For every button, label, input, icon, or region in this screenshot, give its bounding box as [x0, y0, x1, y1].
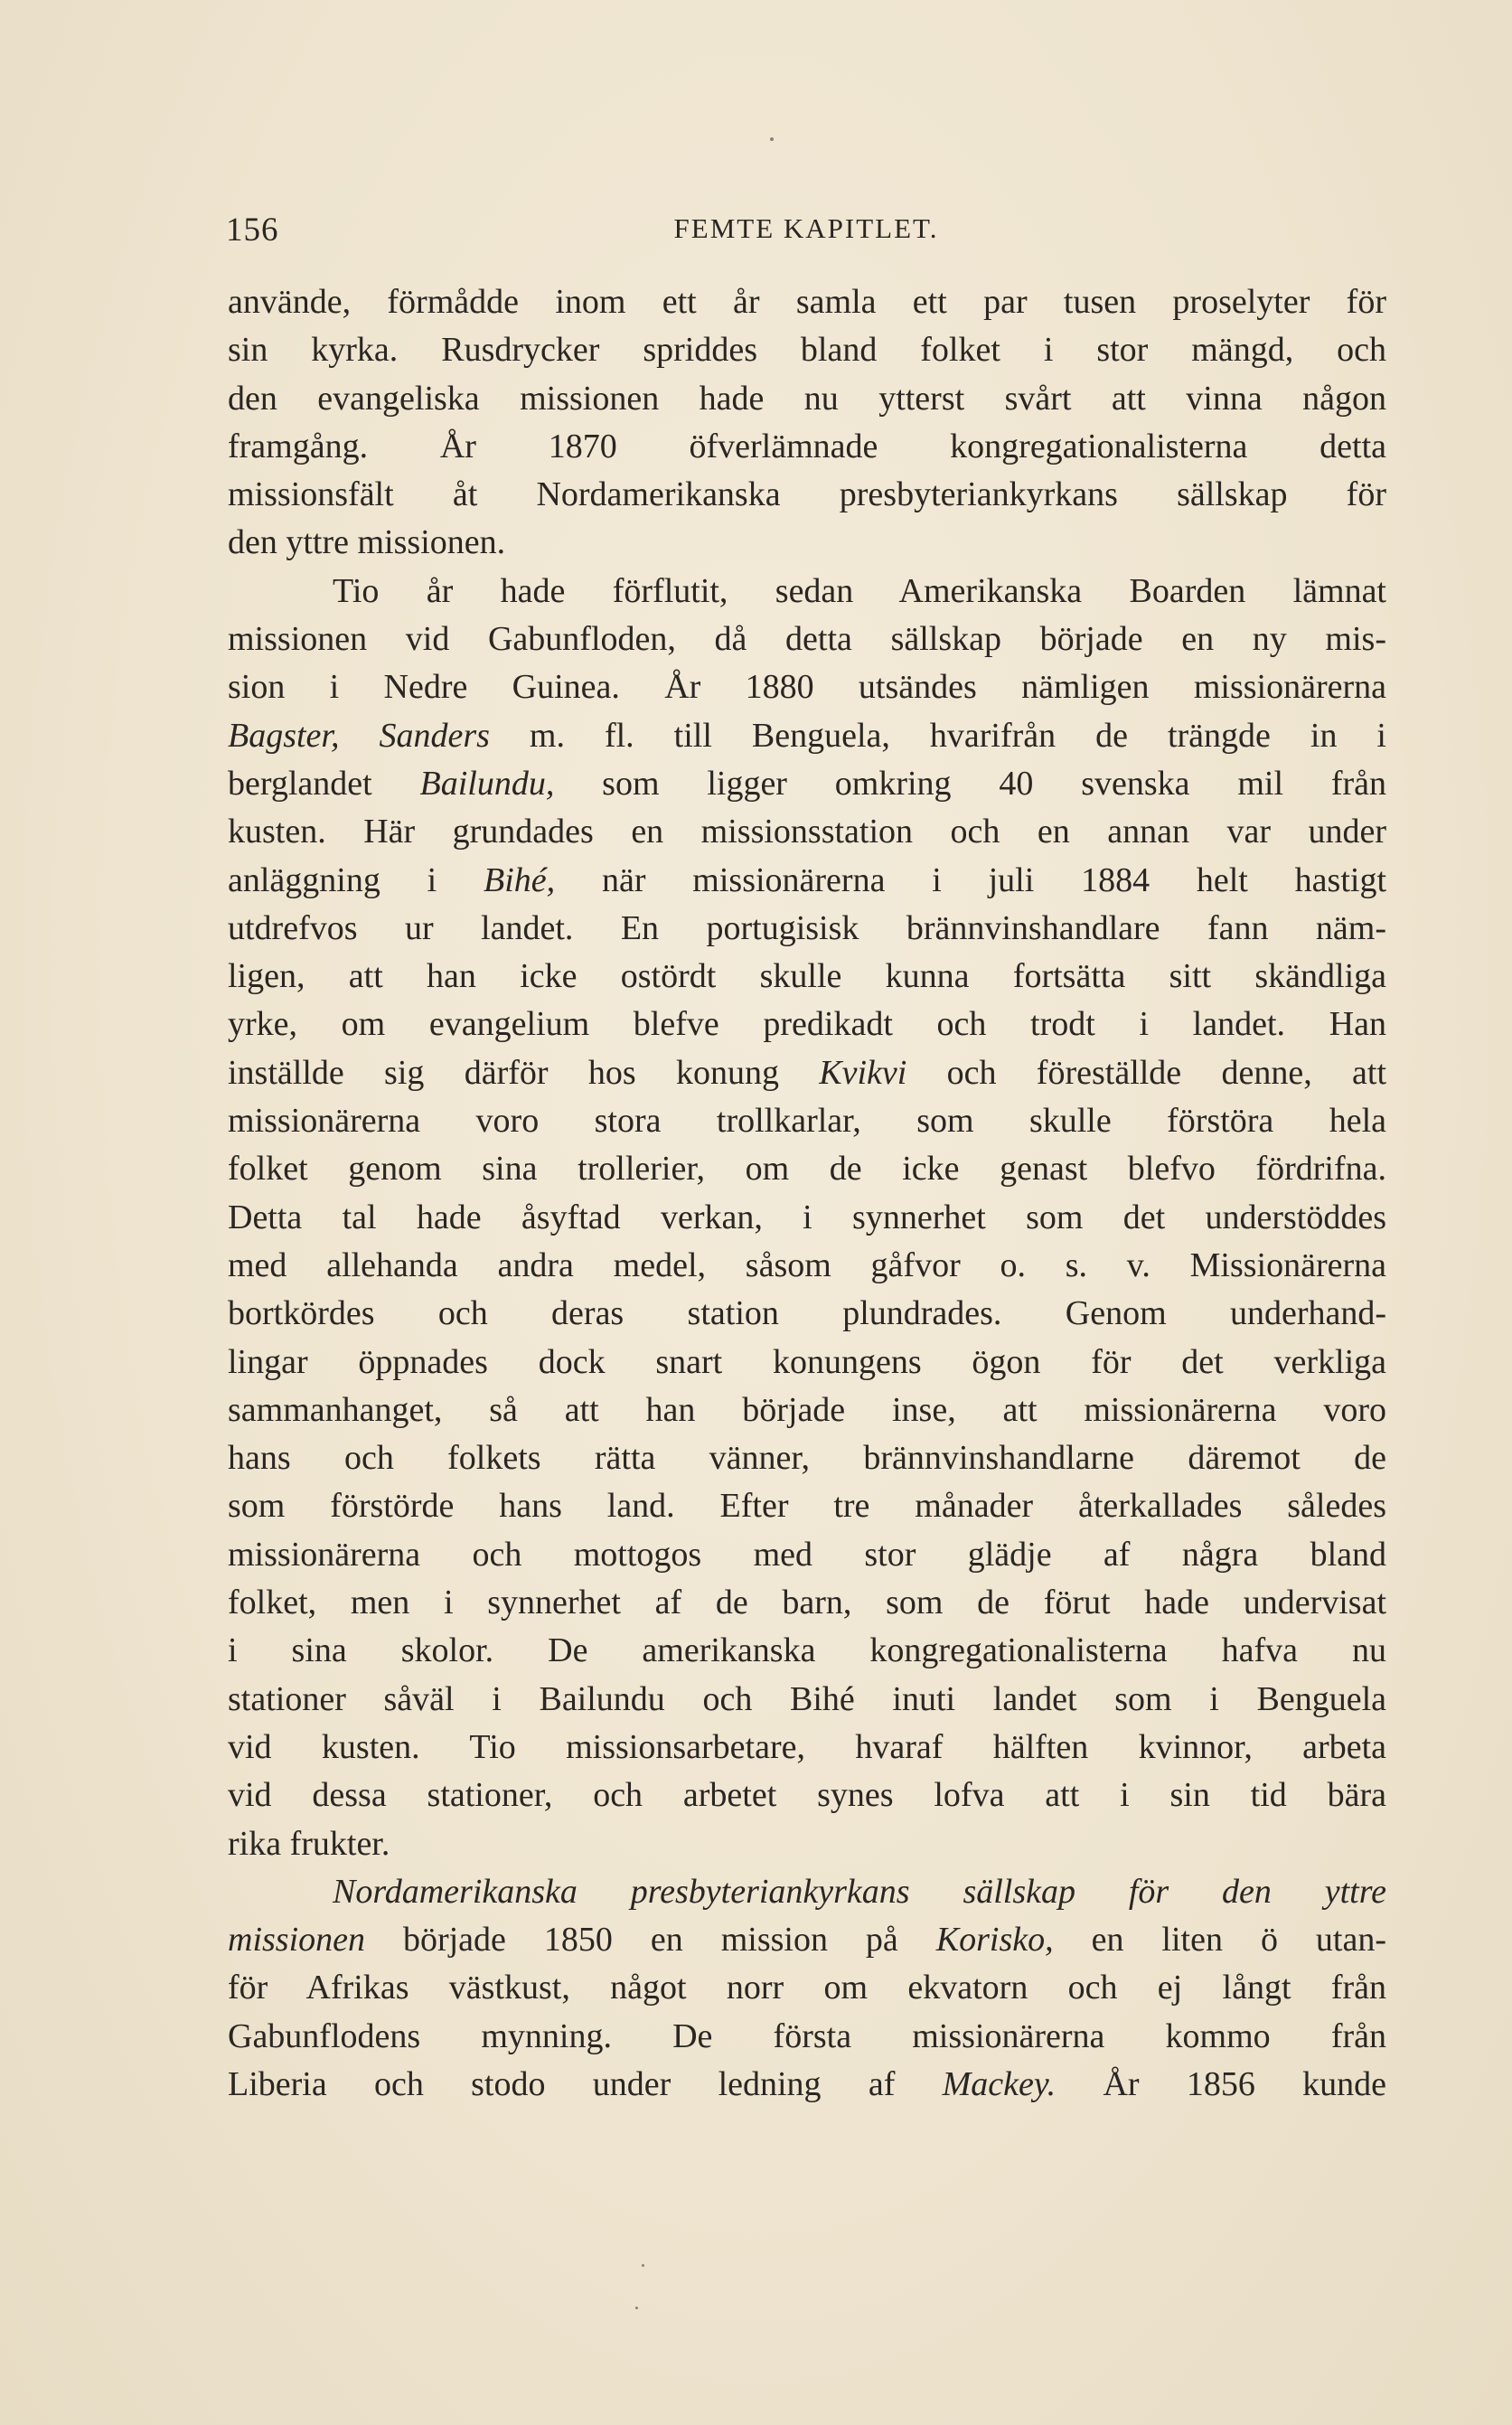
text-segment: använde, förmådde inom ett år samla ett par tusen proselyter för	[228, 283, 1386, 321]
text-line	[228, 1194, 1386, 1242]
text-line	[228, 1049, 1386, 1097]
text-segment: började 1850 en mission på	[365, 1921, 936, 1960]
text-line	[228, 2061, 1386, 2109]
text-segment: med allehanda andra medel, såsom gåfvor o. s. v. Missionärerna	[228, 1245, 1386, 1284]
text-line	[228, 326, 1386, 374]
text-line	[228, 1145, 1386, 1193]
page-header	[226, 211, 1386, 256]
text-segment: yrke, om evangelium blefve predikadt och trodt i landet. Han	[228, 1005, 1386, 1044]
text-segment: vid kusten. Tio missionsarbetare, hvaraf hälften kvinnor, arbeta	[228, 1727, 1386, 1766]
text-line	[228, 663, 1386, 711]
paper-speck	[770, 137, 774, 141]
text-line	[228, 1097, 1386, 1145]
text-segment: ligen, att han icke ostördt skulle kunna fortsätta sitt skändliga	[228, 957, 1386, 996]
text-line	[228, 808, 1386, 856]
text-line	[228, 1339, 1386, 1386]
text-segment: anläggning i	[228, 860, 484, 899]
italic-text: Bailundu,	[419, 764, 555, 803]
text-segment: utdrefvos ur landet. En portugisisk brännvinshandlare fann näm-	[228, 908, 1386, 947]
text-line	[228, 616, 1386, 663]
text-segment: m. fl. till Benguela, hvarifrån de trängde in i	[489, 716, 1386, 755]
text-segment: rika frukter.	[228, 1824, 390, 1863]
text-segment: när missionärerna i juli 1884 helt hastigt	[555, 860, 1386, 899]
italic-text: Kvikvi	[819, 1053, 907, 1092]
text-segment: Liberia och stodo under ledning af	[228, 2064, 943, 2103]
text-segment: berglandet	[228, 764, 420, 803]
text-line	[228, 712, 1386, 760]
text-line	[228, 1724, 1386, 1772]
text-segment: som förstörde hans land. Efter tre månader återkallades således	[228, 1487, 1386, 1526]
text-segment: missionärerna och mottogos med stor glädje af några bland	[228, 1535, 1386, 1574]
text-line	[228, 1579, 1386, 1627]
text-segment: sammanhanget, så att han började inse, att missionärerna voro	[228, 1390, 1386, 1429]
text-segment: sion i Nedre Guinea. År 1880 utsändes nämligen missionärerna	[228, 668, 1386, 707]
text-line	[228, 953, 1386, 1001]
body-text	[228, 278, 1386, 2109]
text-segment: den evangeliska missionen hade nu ytterst svårt att vinna någon	[228, 379, 1386, 418]
text-segment: Tio år hade förflutit, sedan Amerikanska Boarden lämnat	[333, 571, 1386, 610]
text-segment: i sina skolor. De amerikanska kongregationalisterna hafva nu	[228, 1631, 1386, 1670]
text-segment: folket, men i synnerhet af de barn, som de förut hade undervisat	[228, 1584, 1386, 1622]
text-segment: framgång. År 1870 öfverlämnade kongregationalisterna detta	[228, 427, 1386, 465]
text-segment: lingar öppnades dock snart konungens ögon för det verkliga	[228, 1342, 1386, 1381]
italic-text: Bagster, Sanders	[228, 716, 490, 755]
text-line	[228, 471, 1386, 519]
text-line	[228, 857, 1386, 905]
text-segment: missionen vid Gabunfloden, då detta sällskap började en ny mis-	[228, 620, 1386, 659]
text-line	[228, 2013, 1386, 2061]
text-line	[228, 519, 1386, 567]
text-line	[228, 568, 1386, 616]
text-line	[228, 1916, 1386, 1964]
italic-text: Mackey.	[942, 2064, 1057, 2103]
text-segment: missionsfält åt Nordamerikanska presbyteriankyrkans sällskap för	[228, 475, 1386, 514]
text-segment: som ligger omkring 40 svenska mil från	[554, 764, 1386, 803]
text-segment: hans och folkets rätta vänner, brännvinshandlarne däremot de	[228, 1439, 1386, 1478]
italic-text: missionen	[228, 1921, 365, 1960]
text-line	[228, 1772, 1386, 1819]
italic-text: Bihé,	[484, 860, 556, 899]
text-line	[228, 1964, 1386, 2012]
text-line	[228, 1868, 1386, 1916]
italic-text: Nordamerikanska presbyteriankyrkans sällskap för den yttre	[333, 1872, 1386, 1911]
text-line	[228, 1434, 1386, 1482]
text-line	[228, 1676, 1386, 1724]
italic-text: Korisko,	[935, 1921, 1054, 1960]
text-segment: missionärerna voro stora trollkarlar, som skulle förstöra hela	[228, 1102, 1386, 1141]
paper-speck	[642, 2264, 644, 2267]
text-segment: inställde sig därför hos konung	[228, 1053, 820, 1092]
text-segment: bortkördes och deras station plundrades. Genom underhand-	[228, 1294, 1386, 1333]
text-line	[228, 760, 1386, 808]
text-line	[228, 1242, 1386, 1290]
text-line	[228, 1531, 1386, 1579]
text-segment: en liten ö utan-	[1053, 1921, 1386, 1960]
text-line	[228, 1627, 1386, 1675]
paper-speck	[635, 2307, 638, 2309]
text-line	[228, 1001, 1386, 1048]
text-segment: Detta tal hade åsyftad verkan, i synnerhet som det understöddes	[228, 1198, 1386, 1236]
text-line	[228, 1386, 1386, 1434]
text-line	[228, 375, 1386, 423]
text-segment: År 1856 kunde	[1056, 2064, 1386, 2103]
text-segment: vid dessa stationer, och arbetet synes lofva att i sin tid bära	[228, 1776, 1386, 1815]
text-line	[228, 1482, 1386, 1530]
text-segment: Gabunflodens mynning. De första missionärerna kommo från	[228, 2016, 1386, 2055]
text-line	[228, 1290, 1386, 1338]
text-segment: sin kyrka. Rusdrycker spriddes bland folket i stor mängd, och	[228, 331, 1386, 370]
text-line	[228, 1820, 1386, 1868]
text-segment: folket genom sina trollerier, om de icke genast blefvo fördrifna.	[228, 1150, 1386, 1189]
page-number: 156	[226, 211, 279, 249]
text-segment: kusten. Här grundades en missionsstation och en annan var under	[228, 813, 1386, 851]
text-line	[228, 278, 1386, 326]
text-line	[228, 905, 1386, 953]
running-title: FEMTE KAPITLET.	[673, 212, 939, 244]
text-segment: stationer såväl i Bailundu och Bihé inuti landet som i Benguela	[228, 1679, 1386, 1718]
text-segment: den yttre missionen.	[228, 523, 506, 562]
text-segment: och föreställde denne, att	[906, 1053, 1386, 1092]
text-segment: för Afrikas västkust, något norr om ekvatorn och ej långt från	[228, 1969, 1386, 2007]
text-line	[228, 423, 1386, 471]
